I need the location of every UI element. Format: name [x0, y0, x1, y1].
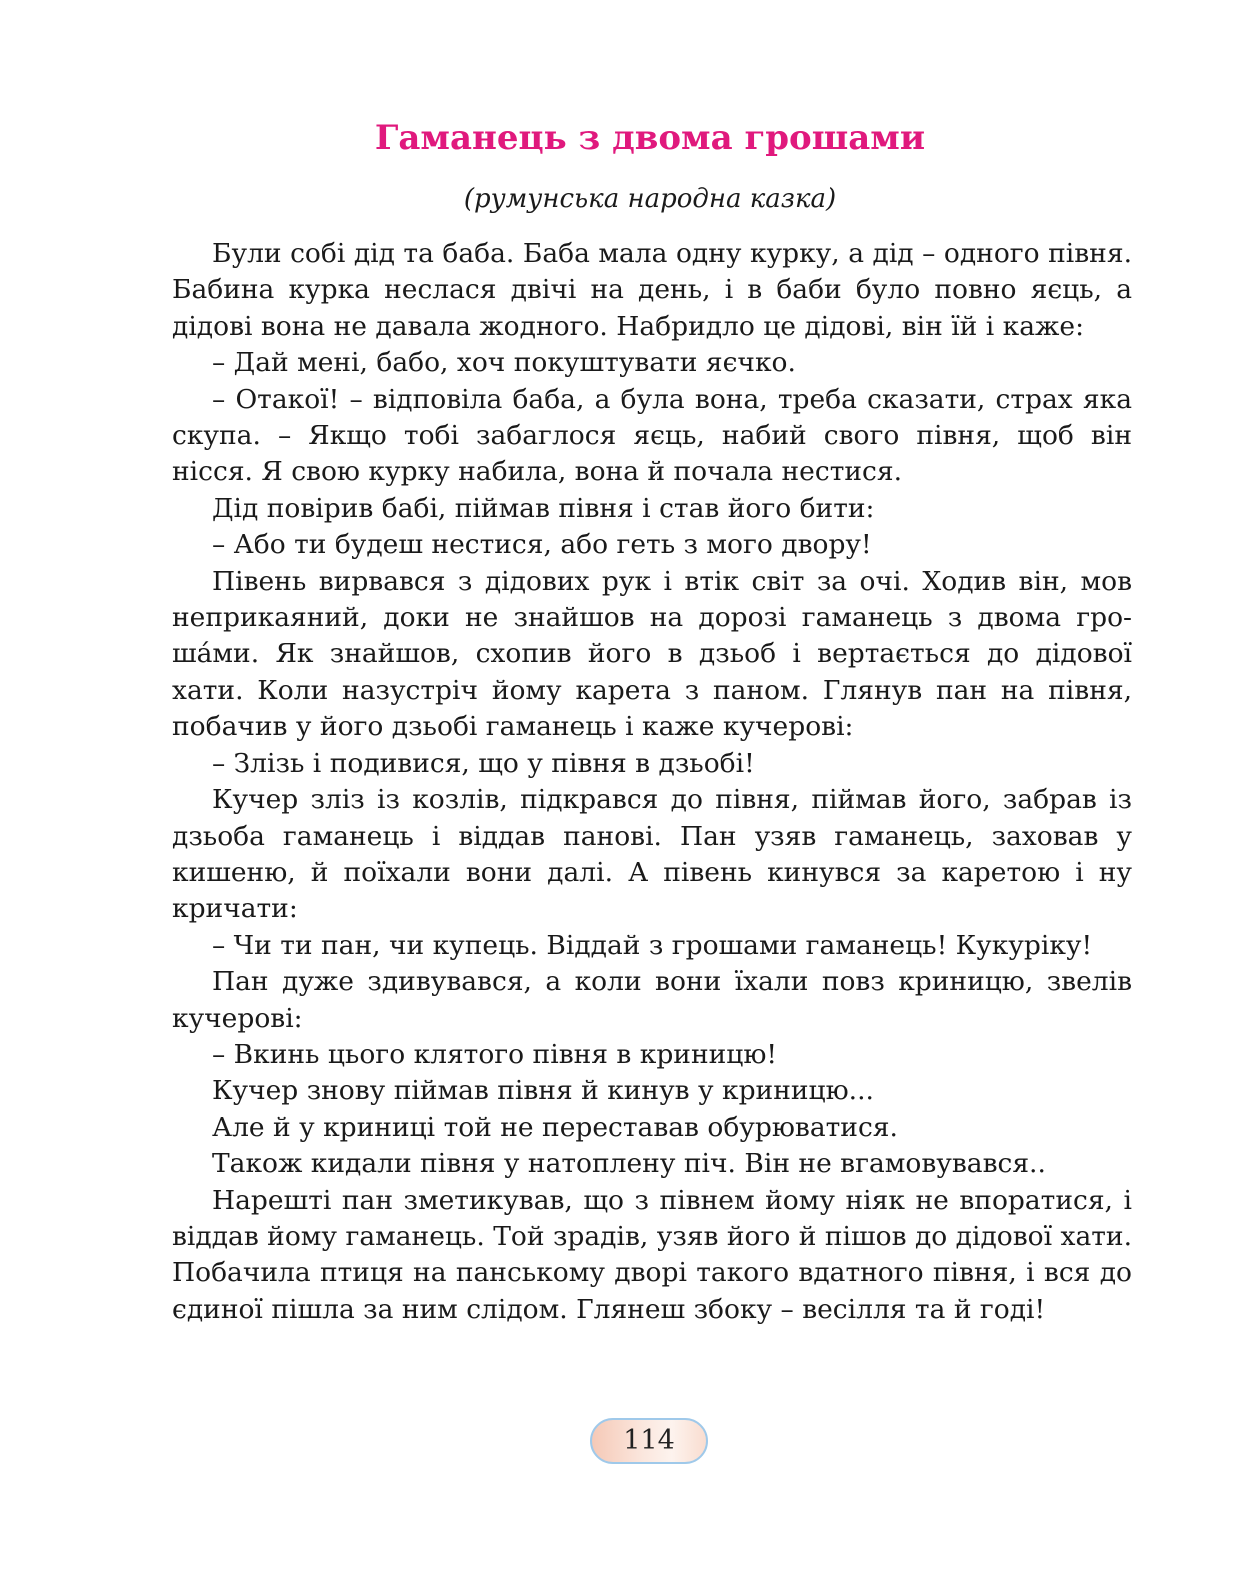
paragraph: Були собі дід та баба. Баба мала одну курку, а дід – одного півня. Бабина курка неслася двічі на день, і в баби було повно яєць, а дідові вона не давала жодного. Набридло це дідові, він їй і каже: [172, 238, 1132, 342]
page-subtitle: (румунська народна казка) [463, 184, 837, 214]
paragraph: – Або ти будеш нестися, або геть з мого двору! [212, 529, 872, 561]
page-number-badge [590, 1418, 708, 1464]
paragraph: Кучер зліз із козлів, підкрався до півня, піймав його, забрав із дзьоба гаманець і віддав панові. Пан узяв гаманець, заховав у кишеню, й поїхали вони далі. А півень кинувся за каретою і ну кричати: [172, 784, 1132, 925]
paragraph: Нарешті пан зметикував, що з півнем йому ніяк не впоратися, і віддав йому гаманець. Той зрадів, узяв його й пішов до дідової хати. Побачила птиця на панському дворі такого вдатного півня, і вся до єдиної пішла за ним слідом. Глянеш збоку – весілля та й годі! [172, 1184, 1132, 1325]
paragraph: – Вкинь цього клятого півня в криницю! [212, 1038, 778, 1070]
story-text [172, 236, 1132, 1328]
paragraph: – Злізь і подивися, що у півня в дзьобі! [212, 747, 755, 779]
paragraph: Пан дуже здивувався, а коли вони їхали повз криницю, звелів кучерові: [172, 966, 1132, 1034]
paragraph: Півень вирвався з дідових рук і втік світ за очі. Ходив він, мов неприкаяний, доки не знайшов на дорозі гаманець з двома гроша́ми. Як знайшов, схопив його в дзьоб і вертається до дідової хати. Коли назустріч йому карета з паном. Глянув пан на півня, побачив у його дзьобі гаманець і каже кучерові: [172, 565, 1132, 743]
paragraph: Але й у криниці той не переставав обурюватися. [212, 1111, 898, 1143]
paragraph: Кучер знову піймав півня й кинув у криницю... [212, 1075, 874, 1107]
paragraph: – Отакої! – відповіла баба, а була вона, треба сказати, страх яка скупа. – Якщо тобі забаглося яєць, набий свого півня, щоб він нісся. Я свою курку набила, вона й почала нестися. [172, 383, 1132, 488]
page-number: 114 [623, 1425, 675, 1456]
paragraph: Також кидали півня у натоплену піч. Він не вгамовувався.. [212, 1148, 1046, 1180]
page-title: Гаманець з двома грошами [374, 118, 926, 158]
paragraph: – Дай мені, бабо, хоч покуштувати яєчко. [212, 347, 796, 379]
paragraph: – Чи ти пан, чи купець. Віддай з грошами гаманець! Кукуріку! [212, 929, 1093, 961]
paragraph: Дід повірив бабі, піймав півня і став його бити: [212, 492, 875, 524]
